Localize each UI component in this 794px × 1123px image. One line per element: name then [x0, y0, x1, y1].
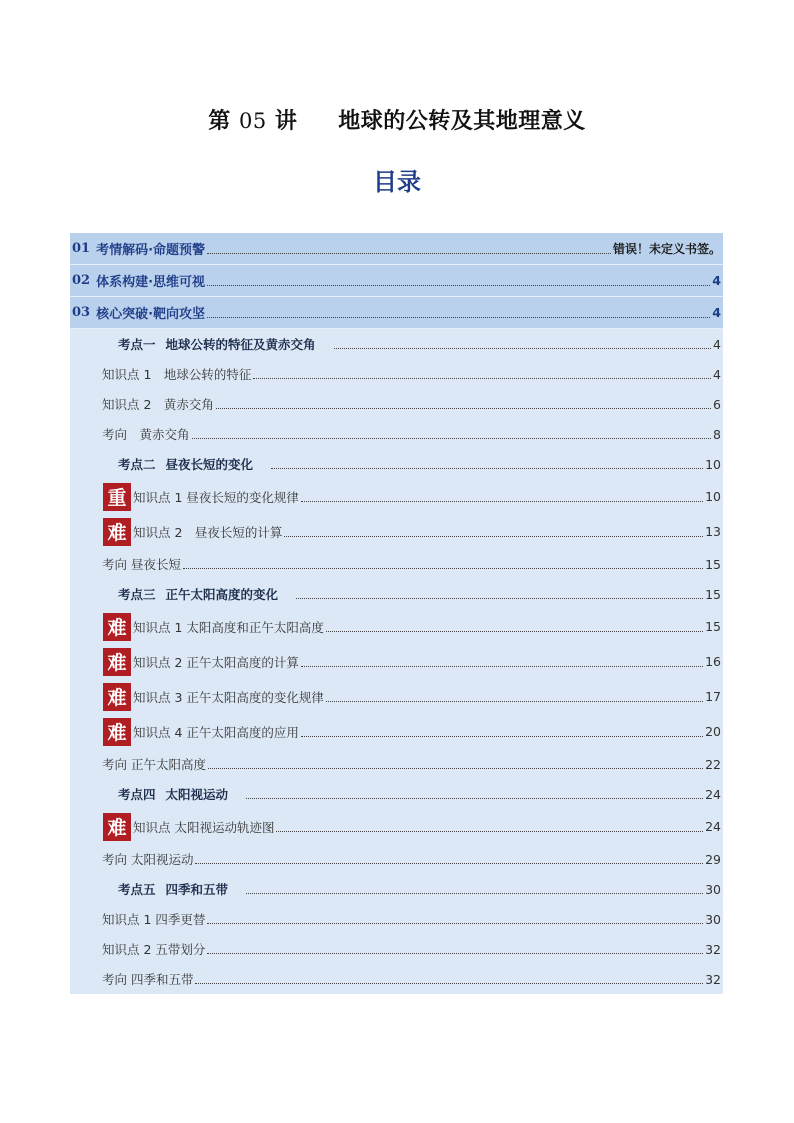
toc-item-row[interactable] — [70, 514, 723, 549]
toc-section-number: 03 — [72, 305, 91, 320]
toc-item-row[interactable] — [70, 419, 723, 449]
toc-section-number: 01 — [72, 241, 91, 256]
toc-page-number: 24 — [705, 786, 721, 802]
title-number: 05 — [238, 109, 267, 133]
toc-page-number: 10 — [705, 489, 721, 504]
toc-item-label: 考向 黄赤交角 — [102, 427, 190, 442]
title-main: 地球的公转及其地理意义 — [338, 109, 586, 134]
toc-item-label: 知识点 2 昼夜长短的计算 — [133, 524, 283, 540]
toc-page-number: 4 — [712, 273, 721, 288]
toc-leader-dots — [207, 252, 611, 254]
toc-page-number: 24 — [705, 819, 721, 834]
toc-item-label: 知识点 2 黄赤交角 — [102, 397, 214, 412]
toc-page-number: 32 — [705, 971, 721, 987]
toc-page-number: 13 — [705, 524, 721, 539]
exam-point-label: 地球公转的特征及黄赤交角 — [165, 337, 316, 352]
toc-page-number: 8 — [713, 426, 721, 442]
toc-page-number: 32 — [705, 941, 721, 957]
difficulty-badge: 难 — [103, 718, 131, 746]
toc-leader-dots — [276, 830, 703, 832]
toc-item-row[interactable] — [70, 749, 723, 779]
toc-leader-dots — [183, 567, 703, 569]
toc-page-number: 16 — [705, 654, 721, 669]
toc-page-number: 29 — [705, 851, 721, 867]
toc-leader-dots — [192, 437, 712, 439]
toc-section-row[interactable] — [70, 233, 723, 265]
toc-leader-dots — [334, 347, 712, 349]
exam-point-label: 太阳视运动 — [165, 787, 229, 802]
toc-exam-point-row[interactable] — [70, 579, 723, 609]
toc-page-number: 6 — [713, 396, 721, 412]
toc-leader-dots — [296, 597, 703, 599]
toc-leader-dots — [195, 862, 703, 864]
toc-section-label: 体系构建·思维可视 — [96, 275, 206, 290]
difficulty-badge: 重 — [103, 483, 131, 511]
toc-item-row[interactable] — [70, 609, 723, 644]
difficulty-badge: 难 — [103, 518, 131, 546]
toc-exam-point-row[interactable] — [70, 329, 723, 359]
exam-point-prefix: 考点三 — [118, 587, 156, 602]
toc-item-row[interactable] — [70, 644, 723, 679]
toc-exam-point-row[interactable] — [70, 779, 723, 809]
exam-point-label: 四季和五带 — [165, 882, 229, 897]
toc-page-number: 错误！未定义书签。 — [612, 242, 721, 256]
toc-item-label: 知识点 太阳视运动轨迹图 — [133, 819, 275, 835]
toc-item-label: 考向 正午太阳高度 — [102, 757, 206, 772]
title-suffix: 讲 — [274, 109, 298, 134]
document-title — [0, 104, 794, 135]
toc-page-number: 15 — [705, 556, 721, 572]
toc-leader-dots — [301, 500, 703, 502]
toc-leader-dots — [253, 377, 711, 379]
toc-item-label: 考向 太阳视运动 — [102, 852, 194, 867]
toc-page-number: 22 — [705, 756, 721, 772]
toc-leader-dots — [207, 316, 710, 318]
difficulty-badge: 难 — [103, 648, 131, 676]
toc-leader-dots — [207, 922, 703, 924]
difficulty-badge: 难 — [103, 683, 131, 711]
difficulty-badge: 难 — [103, 613, 131, 641]
difficulty-badge: 难 — [103, 813, 131, 841]
toc-leader-dots — [246, 892, 703, 894]
toc-item-row[interactable] — [70, 549, 723, 579]
toc-section-number: 02 — [72, 273, 91, 288]
toc-page-number: 30 — [705, 881, 721, 897]
toc-leader-dots — [271, 467, 703, 469]
toc-leader-dots — [216, 407, 711, 409]
toc-item-row[interactable] — [70, 479, 723, 514]
toc-section-row[interactable] — [70, 297, 723, 329]
title-prefix: 第 — [208, 109, 231, 134]
toc-item-label: 考向 昼夜长短 — [102, 557, 181, 572]
toc-leader-dots — [326, 700, 703, 702]
toc-leader-dots — [207, 952, 703, 954]
toc-item-row[interactable] — [70, 904, 723, 934]
toc-page-number: 4 — [713, 336, 721, 352]
toc-item-label: 知识点 1 四季更替 — [102, 912, 206, 927]
toc-leader-dots — [208, 767, 703, 769]
toc-item-label: 知识点 1 地球公转的特征 — [102, 367, 252, 382]
toc-section-row[interactable] — [70, 265, 723, 297]
toc-leader-dots — [301, 735, 703, 737]
toc-leader-dots — [195, 982, 703, 984]
toc-page-number: 4 — [712, 305, 721, 320]
toc-section-label: 核心突破·靶向攻坚 — [96, 307, 206, 322]
toc-item-row[interactable] — [70, 934, 723, 964]
toc-item-row[interactable] — [70, 679, 723, 714]
exam-point-prefix: 考点二 — [118, 457, 156, 472]
exam-point-prefix: 考点一 — [118, 337, 156, 352]
toc-item-row[interactable] — [70, 964, 723, 994]
toc-leader-dots — [301, 665, 703, 667]
toc-leader-dots — [207, 284, 710, 286]
toc-leader-dots — [326, 630, 703, 632]
toc-item-label: 考向 四季和五带 — [102, 972, 194, 987]
exam-point-prefix: 考点五 — [118, 882, 156, 897]
toc-page-number: 4 — [713, 366, 721, 382]
toc-page-number: 17 — [705, 689, 721, 704]
toc-item-label: 知识点 1 昼夜长短的变化规律 — [133, 489, 299, 505]
toc-leader-dots — [284, 535, 703, 537]
toc-item-label: 知识点 2 五带划分 — [102, 942, 206, 957]
exam-point-label: 昼夜长短的变化 — [165, 457, 254, 472]
exam-point-prefix: 考点四 — [118, 787, 156, 802]
toc-item-row[interactable] — [70, 389, 723, 419]
toc-heading: 目录 — [373, 168, 421, 196]
toc-page-number: 10 — [705, 456, 721, 472]
toc-item-label: 知识点 4 正午太阳高度的应用 — [133, 724, 299, 740]
toc-page-number: 15 — [705, 586, 721, 602]
toc-item-row[interactable] — [70, 844, 723, 874]
toc-exam-point-row[interactable] — [70, 874, 723, 904]
toc-item-row[interactable] — [70, 809, 723, 844]
toc-page-number: 20 — [705, 724, 721, 739]
toc-page-number: 15 — [705, 619, 721, 634]
toc-entries — [70, 329, 723, 994]
toc-item-label: 知识点 3 正午太阳高度的变化规律 — [133, 689, 324, 705]
toc-item-row[interactable] — [70, 714, 723, 749]
table-of-contents — [70, 233, 723, 994]
toc-leader-dots — [246, 797, 703, 799]
toc-item-label: 知识点 1 太阳高度和正午太阳高度 — [133, 619, 324, 635]
toc-exam-point-row[interactable] — [70, 449, 723, 479]
toc-item-label: 知识点 2 正午太阳高度的计算 — [133, 654, 299, 670]
exam-point-label: 正午太阳高度的变化 — [165, 587, 279, 602]
toc-section-label: 考情解码·命题预警 — [96, 243, 206, 258]
toc-item-row[interactable] — [70, 359, 723, 389]
toc-page-number: 30 — [705, 911, 721, 927]
